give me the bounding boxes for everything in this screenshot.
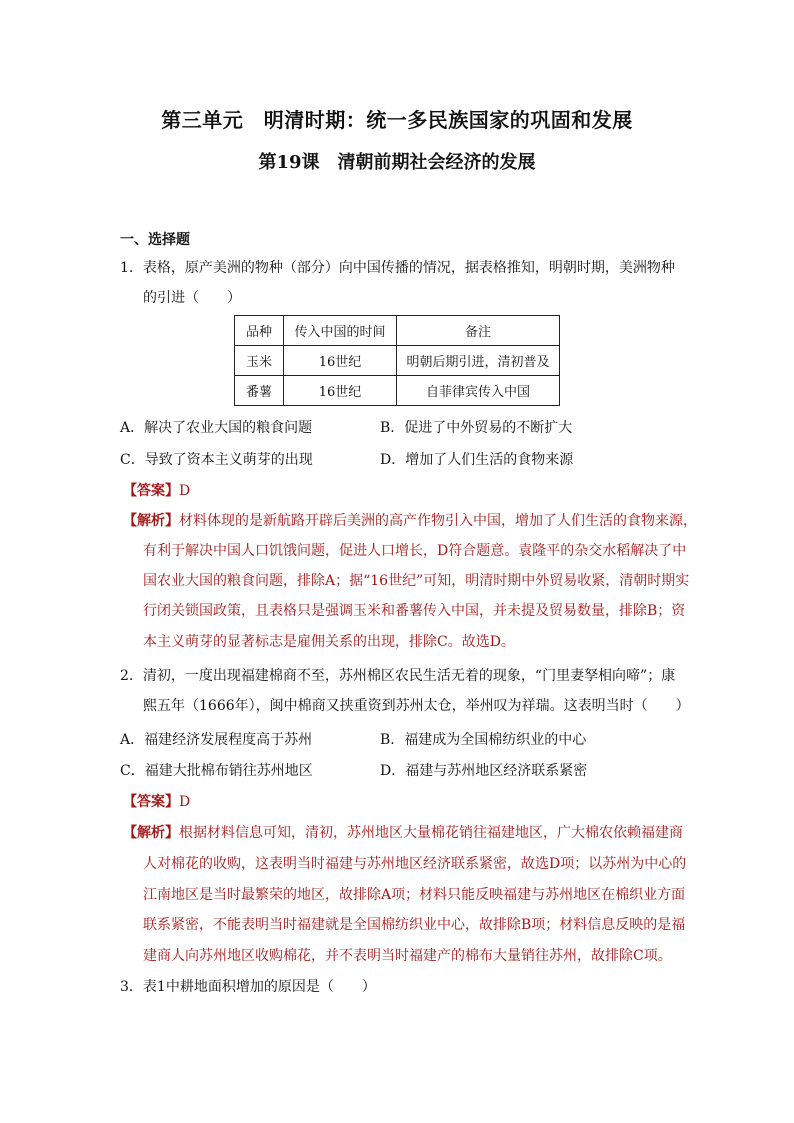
q1-table (234, 315, 560, 406)
q2-analysis-line1 (123, 822, 683, 844)
table-cell: 自菲律宾传入中国 (397, 376, 560, 406)
table-cell: 番薯 (235, 376, 284, 406)
answer-tag: 【答案】 (123, 794, 179, 810)
table-row (235, 376, 560, 406)
analysis-tag: 【解析】 (123, 825, 179, 841)
table-header-cell: 备注 (397, 316, 560, 346)
q1-option-a[interactable]: A．解决了农业大国的粮食问题 (120, 420, 313, 436)
q2-option-d[interactable]: D．福建与苏州地区经济联系紧密 (380, 763, 588, 779)
q3-stem-line1: 3．表1中耕地面积增加的原因是（ ） (120, 979, 376, 995)
q1-analysis-line5: 本主义萌芽的显著标志是雇佣关系的出现，排除C。故选D。 (143, 634, 515, 650)
table-header-cell: 品种 (235, 316, 284, 346)
q2-stem-line1: 2．清初，一度出现福建棉商不至，苏州棉区农民生活无着的现象，“门里妻孥相向啼”；康 (120, 668, 676, 684)
q2-analysis-line5: 建商人向苏州地区收购棉花，并不表明当时福建产的棉布大量销往苏州，故排除C项。 (143, 948, 672, 964)
q2-option-b[interactable]: B．福建成为全国棉纺织业的中心 (380, 732, 587, 748)
q1-stem-line1: 1．表格，原产美洲的物种（部分）向中国传播的情况，据表格推知，明朝时期，美洲物种 (120, 260, 675, 276)
answer-tag: 【答案】 (123, 483, 179, 499)
q2-stem-line2: 熙五年（1666年），闽中棉商又挟重资到苏州太仓，举州叹为祥瑞。这表明当时（ ） (143, 698, 690, 714)
lesson-title: 第19课 清朝前期社会经济的发展 (258, 152, 536, 173)
q2-analysis-line3: 江南地区是当时最繁荣的地区，故排除A项；材料只能反映福建与苏州地区在棉织业方面 (143, 887, 686, 903)
unit-title: 第三单元 明清时期：统一多民族国家的巩固和发展 (161, 108, 633, 132)
q2-analysis-line2: 人对棉花的收购，这表明当时福建与苏州地区经济联系紧密，故选D项；以苏州为中心的 (143, 856, 687, 872)
q1-analysis-line2: 有利于解决中国人口饥饿问题，促进人口增长，D符合题意。袁隆平的杂交水稻解决了中 (143, 543, 687, 559)
q2-option-c[interactable]: C．福建大批棉布销往苏州地区 (120, 763, 313, 779)
table-header-cell: 传入中国的时间 (284, 316, 397, 346)
table-cell: 16世纪 (284, 376, 397, 406)
q2-option-a[interactable]: A．福建经济发展程度高于苏州 (120, 732, 313, 748)
table-cell: 16世纪 (284, 346, 397, 376)
answer-value: D (179, 794, 191, 810)
table-cell: 明朝后期引进，清初普及 (397, 346, 560, 376)
analysis-text: 根据材料信息可知，清初，苏州地区大量棉花销往福建地区，广大棉农依赖福建商 (179, 825, 683, 841)
q1-stem-line2: 的引进（ ） (143, 290, 241, 306)
table-cell: 玉米 (235, 346, 284, 376)
q1-answer (123, 480, 190, 502)
q1-analysis-line3: 国农业大国的粮食问题，排除A；据“16世纪”可知，明清时期中外贸易收紧，清朝时期实 (143, 573, 690, 589)
section-heading: 一、选择题 (120, 232, 190, 248)
q2-analysis-line4: 联系紧密，不能表明当时福建就是全国棉纺织业中心，故排除B项；材料信息反映的是福 (143, 917, 686, 933)
q1-analysis-line1 (123, 510, 697, 532)
table-row (235, 346, 560, 376)
q1-option-b[interactable]: B．促进了中外贸易的不断扩大 (380, 420, 573, 436)
table-header-row (235, 316, 560, 346)
q2-answer (123, 791, 190, 813)
answer-value: D (179, 483, 191, 499)
analysis-text: 材料体现的是新航路开辟后美洲的高产作物引入中国，增加了人们生活的食物来源， (179, 513, 697, 529)
analysis-tag: 【解析】 (123, 513, 179, 529)
q1-option-d[interactable]: D．增加了人们生活的食物来源 (380, 452, 574, 468)
q1-option-c[interactable]: C．导致了资本主义萌芽的出现 (120, 452, 313, 468)
q1-analysis-line4: 行闭关锁国政策，且表格只是强调玉米和番薯传入中国，并未提及贸易数量，排除B；资 (143, 603, 686, 619)
